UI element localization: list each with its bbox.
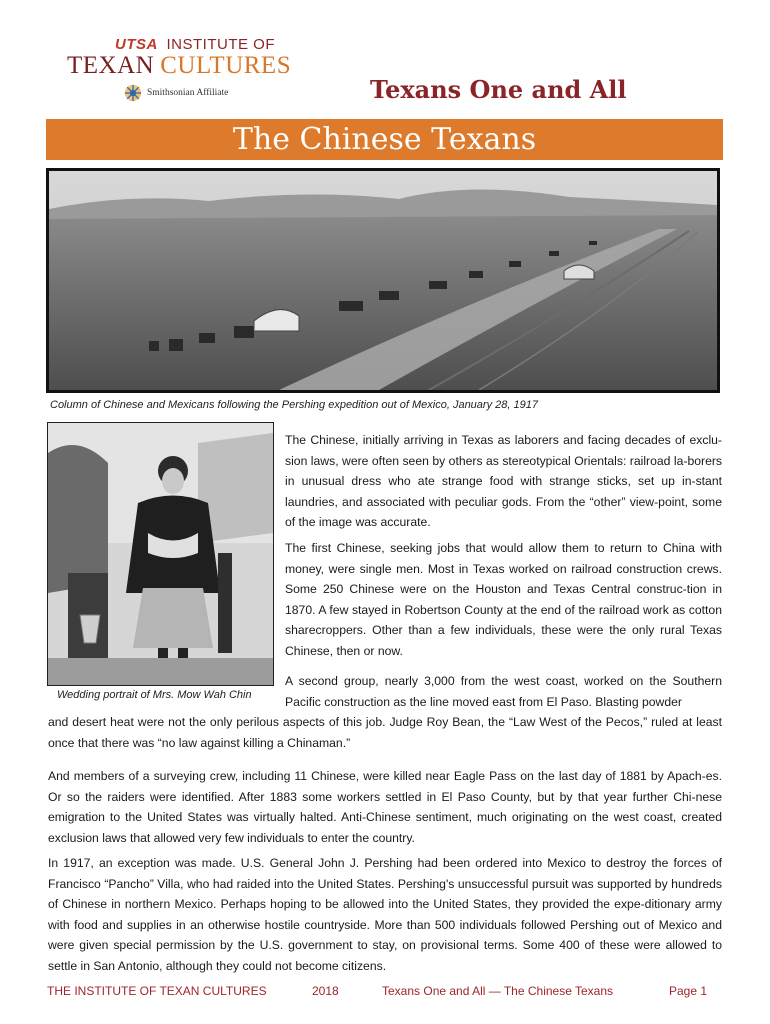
logo-cultures-text: CULTURES: [160, 52, 292, 79]
paragraph-4: And members of a surveying crew, including 11 Chinese, were killed near Eagle Pass on the last day of 1881 by Apach-es. Or so the raiders were identified. After 1883 some workers settled in El Paso County, but by that year further Chi-nese emigration to the United States was virtually halted. Anti-Chinese sentiment, much originating on the west coast, created exclusion laws that allowed very few individuals to enter the country.: [48, 769, 722, 845]
expedition-photo: [46, 168, 720, 393]
paragraph-5: In 1917, an exception was made. U.S. General John J. Pershing had been ordered into Mexico to destroy the forces of Francisco “Pancho” Villa, who had raided into the United States. Pershing's unsuccessful pursuit was supported by hundreds of Chinese in northern Mexico. Perhaps hoping to be allowed into the United States, they provided the expe-ditionary army with food and supplies in an otherwise hostile countryside. More than 500 individuals followed Pershing out of Mexico and were given special permission by the U.S. government to stay, on provisional terms. Some 400 of these were allowed to settle in San Antonio, although they could not become citizens.: [48, 856, 722, 973]
logo-texan-text: TEXAN: [67, 52, 155, 79]
footer-year: 2018: [312, 984, 339, 998]
portrait-caption: Wedding portrait of Mrs. Mow Wah Chin: [57, 689, 252, 701]
title-banner: [46, 119, 723, 160]
logo-institute-text: INSTITUTE OF: [166, 36, 276, 53]
paragraph-2: The first Chinese, seeking jobs that would allow them to return to China with money, were single men. Most in Texas worked on railroad construction crews. Some 250 Chinese were on the Houston and Texas Central construc-tion in 1870. A few stayed in Robertson County at the end of the railroad work as cotton sharecroppers. Other than a few individuals, these were the only rural Texas Chinese, then or now.: [285, 541, 722, 658]
footer-series: Texans One and All — The Chinese Texans: [382, 984, 614, 998]
paragraph-3-continued: and desert heat were not the only perilous aspects of this job. Judge Roy Bean, the “Law West of the Pecos,” ruled at least once that there was “no law against killing a Chinaman.”: [48, 715, 722, 750]
logo-line-texan-cultures: [67, 52, 291, 80]
smithsonian-sunburst-icon: [124, 84, 142, 102]
logo-line-institute: [115, 36, 275, 53]
footer-org: THE INSTITUTE OF TEXAN CULTURES: [47, 984, 267, 998]
series-title: Texans One and All: [370, 75, 627, 104]
page-title: The Chinese Texans: [232, 122, 537, 157]
paragraph-1: The Chinese, initially arriving in Texas as laborers and facing decades of exclu-sion laws, were often seen by others as stereotypical Orientals: railroad la-borers in unusual dress who ate strange food with strange sticks, set up in-stant laundries, and associated with peculiar gods. From the “other” view-point, some of the image was accurate.: [285, 433, 722, 529]
wedding-portrait-image: [48, 423, 273, 685]
utsa-logo-text: UTSA: [115, 36, 158, 53]
paragraph-3-start: A second group, nearly 3,000 from the west coast, worked on the Southern Pacific construction as the line moved east from El Paso. Blasting powder: [285, 674, 722, 709]
smithsonian-affiliate-label: Smithsonian Affiliate: [147, 88, 229, 98]
expedition-photo-image: [49, 171, 717, 390]
footer-page-number: Page 1: [669, 984, 708, 998]
wedding-portrait-photo: [47, 422, 274, 686]
photo-caption: Column of Chinese and Mexicans following the Pershing expedition out of Mexico, January 28, 1917: [50, 399, 538, 411]
